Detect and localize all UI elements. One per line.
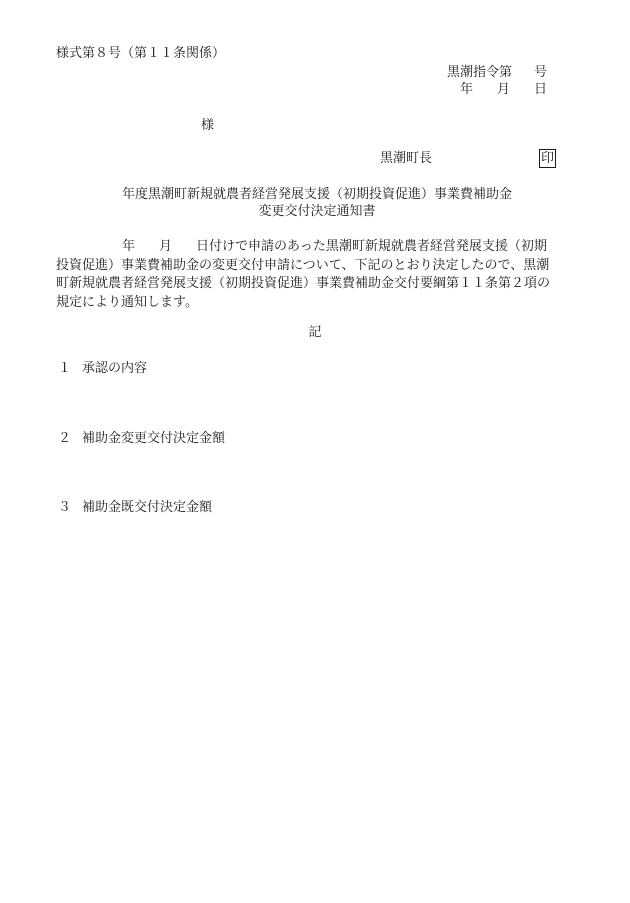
seal-box: 印 — [541, 151, 555, 166]
issue-date-month: 月 — [497, 82, 511, 97]
document-title-line2: 変更交付決定通知書 — [258, 204, 376, 219]
notice-body-line2: 投資促進）事業費補助金の変更交付申請について、下記のとおり決定したので、黒潮 — [56, 257, 550, 273]
issue-date-year: 年 — [460, 82, 474, 97]
form-number: 様式第８号（第１１条関係） — [56, 46, 226, 61]
body-month: 月 — [159, 239, 173, 254]
item-label: 補助金既交付決定金額 — [82, 500, 213, 515]
list-item — [58, 499, 212, 516]
document-number-suffix: 号 — [534, 65, 548, 80]
issue-date — [460, 81, 547, 98]
sender-name: 黒潮町長 — [380, 151, 433, 166]
item-number: １ — [58, 361, 72, 376]
item-label: 承認の内容 — [82, 361, 148, 376]
item-number: ２ — [58, 431, 72, 446]
body-line1-rest: 日付けで申請のあった黒潮町新規就農者経営発展支援（初期 — [196, 239, 547, 254]
notice-body — [56, 238, 569, 312]
list-item — [58, 430, 225, 447]
item-number: ３ — [58, 500, 72, 515]
notice-body-line4: 規定により通知します。 — [56, 294, 198, 310]
document-number — [447, 64, 547, 81]
document-number-prefix: 黒潮指令第 — [447, 65, 513, 80]
document-title-line1: 年度黒潮町新規就農者経営発展支援（初期投資促進）事業費補助金 — [121, 187, 512, 202]
item-label: 補助金変更交付決定金額 — [82, 431, 226, 446]
notice-body-line1 — [56, 238, 569, 257]
notice-body-line3: 町新規就農者経営発展支援（初期投資促進）事業費補助金交付要綱第１１条第２項の — [56, 276, 551, 291]
recipient-honorific: 様 — [201, 118, 215, 133]
ki-heading: 記 — [308, 325, 322, 340]
body-year: 年 — [122, 239, 136, 254]
list-item — [58, 360, 147, 377]
issue-date-day: 日 — [534, 82, 548, 97]
